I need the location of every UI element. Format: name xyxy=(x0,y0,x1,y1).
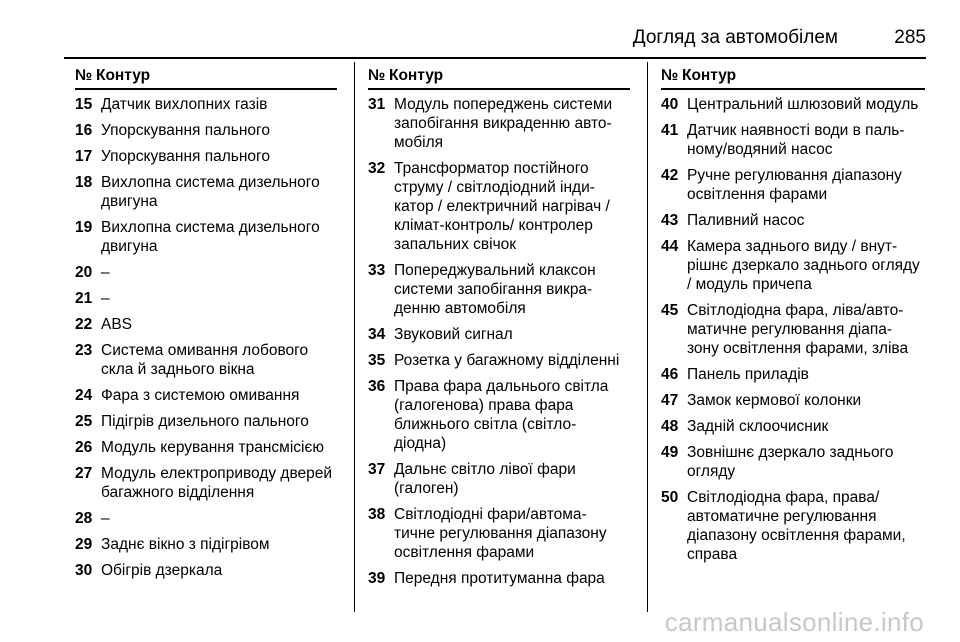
header-circuit-label: Контур xyxy=(96,67,151,84)
table-row xyxy=(75,147,337,166)
circuit-description: Датчик наявності води в паль- ному/водяний насос xyxy=(687,122,905,158)
circuit-description: Замок кермової колонки xyxy=(687,392,862,409)
table-row xyxy=(661,391,925,410)
table-row xyxy=(75,438,337,457)
table-row xyxy=(661,121,925,159)
header-number-label: № xyxy=(661,67,679,84)
table-row xyxy=(661,95,925,114)
table-row xyxy=(368,325,630,344)
page-title: Догляд за автомобілем xyxy=(632,27,838,48)
circuit-description: Паливний насос xyxy=(687,212,805,229)
circuit-description: Панель приладів xyxy=(687,366,809,383)
table-row xyxy=(368,159,630,254)
circuit-description: – xyxy=(101,290,110,307)
circuit-description: Центральний шлюзовий модуль xyxy=(687,96,919,113)
fuse-number: 17 xyxy=(75,148,93,165)
header-circuit-label: Контур xyxy=(682,67,737,84)
fuse-number: 36 xyxy=(368,378,386,395)
fuse-table-column-3 xyxy=(661,62,925,564)
table-row xyxy=(661,211,925,230)
fuse-number: 24 xyxy=(75,387,93,404)
fuse-number: 33 xyxy=(368,262,386,279)
fuse-number: 16 xyxy=(75,122,93,139)
watermark: carmanualsonline.info xyxy=(664,607,924,637)
fuse-number: 28 xyxy=(75,510,93,527)
table-row xyxy=(368,460,630,498)
fuse-number: 26 xyxy=(75,439,93,456)
circuit-description: – xyxy=(101,264,110,281)
table-row xyxy=(75,464,337,502)
fuse-number: 44 xyxy=(661,238,679,255)
table-row xyxy=(75,173,337,211)
fuse-number: 32 xyxy=(368,160,386,177)
table-row xyxy=(75,535,337,554)
fuse-number: 31 xyxy=(368,96,386,113)
table-row xyxy=(661,443,925,481)
fuse-number: 23 xyxy=(75,342,93,359)
circuit-description: Обігрів дзеркала xyxy=(101,562,223,579)
circuit-description: Модуль керування трансмісією xyxy=(101,439,324,456)
circuit-description: Зовнішнє дзеркало заднього огляду xyxy=(687,444,894,480)
circuit-description: Система омивання лобового скла й заднього вікна xyxy=(101,342,309,378)
circuit-description: Передня протитуманна фара xyxy=(394,570,605,587)
table-row xyxy=(75,412,337,431)
column-divider xyxy=(647,62,648,612)
table-row xyxy=(661,488,925,564)
circuit-description: Дальнє світло лівої фари (галоген) xyxy=(394,461,576,497)
circuit-description: Розетка у багажному відділенні xyxy=(394,352,620,369)
table-row xyxy=(661,166,925,204)
circuit-description: ABS xyxy=(101,316,133,333)
table-row xyxy=(75,95,337,114)
table-row xyxy=(661,417,925,436)
table-header xyxy=(368,62,630,90)
circuit-description: Трансформатор постійного струму / світлодіодний інди- катор / електричний нагрівач / клімат-контроль/ контролер запальних свічок xyxy=(394,160,610,253)
circuit-description: Світлодіодна фара, ліва/авто- матичне регулювання діапа- зону освітлення фарами, зліва xyxy=(687,302,909,357)
page-number: 285 xyxy=(894,27,926,48)
fuse-number: 27 xyxy=(75,465,93,482)
circuit-description: Вихлопна система дизельного двигуна xyxy=(101,174,320,210)
table-row xyxy=(368,261,630,318)
fuse-table-column-2 xyxy=(368,62,630,588)
table-row xyxy=(75,386,337,405)
fuse-number: 40 xyxy=(661,96,679,113)
circuit-description: Ручне регулювання діапазону освітлення фарами xyxy=(687,167,902,203)
table-row xyxy=(75,218,337,256)
fuse-number: 34 xyxy=(368,326,386,343)
table-row xyxy=(661,365,925,384)
circuit-description: Підігрів дизельного пального xyxy=(101,413,309,430)
circuit-description: Датчик вихлопних газів xyxy=(101,96,268,113)
table-row xyxy=(368,505,630,562)
fuse-number: 30 xyxy=(75,562,93,579)
page-header xyxy=(64,25,926,59)
table-row xyxy=(75,509,337,528)
fuse-number: 50 xyxy=(661,489,679,506)
circuit-description: Світлодіодні фари/автома- тичне регулювання діапазону освітлення фарами xyxy=(394,506,607,561)
column-divider xyxy=(354,62,355,612)
table-row xyxy=(75,121,337,140)
table-row xyxy=(75,289,337,308)
fuse-number: 49 xyxy=(661,444,679,461)
fuse-number: 25 xyxy=(75,413,93,430)
circuit-description: – xyxy=(101,510,110,527)
fuse-number: 38 xyxy=(368,506,386,523)
fuse-number: 46 xyxy=(661,366,679,383)
circuit-description: Заднє вікно з підігрівом xyxy=(101,536,270,553)
circuit-description: Вихлопна система дизельного двигуна xyxy=(101,219,320,255)
circuit-description: Права фара дальнього світла (галогенова) права фара ближнього світла (світло- діодна) xyxy=(394,378,609,452)
table-row xyxy=(75,561,337,580)
circuit-description: Упорскування пального xyxy=(101,148,270,165)
table-row xyxy=(368,95,630,152)
table-row xyxy=(75,315,337,334)
circuit-description: Задній склоочисник xyxy=(687,418,829,435)
table-header xyxy=(75,62,337,90)
fuse-number: 35 xyxy=(368,352,386,369)
table-row xyxy=(368,377,630,453)
table-header xyxy=(661,62,925,90)
fuse-number: 19 xyxy=(75,219,93,236)
fuse-number: 21 xyxy=(75,290,93,307)
fuse-table-column-1 xyxy=(75,62,337,580)
table-row xyxy=(75,341,337,379)
circuit-description: Камера заднього виду / внут- рішнє дзеркало заднього огляду / модуль причепа xyxy=(687,238,920,293)
circuit-description: Модуль попереджень системи запобігання викраденню авто- мобіля xyxy=(394,96,613,151)
table-row xyxy=(368,569,630,588)
table-row xyxy=(661,301,925,358)
fuse-number: 15 xyxy=(75,96,93,113)
fuse-number: 47 xyxy=(661,392,679,409)
fuse-number: 43 xyxy=(661,212,679,229)
fuse-number: 45 xyxy=(661,302,679,319)
circuit-description: Фара з системою омивання xyxy=(101,387,300,404)
circuit-description: Модуль електроприводу дверей багажного відділення xyxy=(101,465,333,501)
fuse-number: 37 xyxy=(368,461,386,478)
fuse-number: 39 xyxy=(368,570,386,587)
fuse-number: 18 xyxy=(75,174,93,191)
circuit-description: Світлодіодна фара, права/ автоматичне регулювання діапазону освітлення фарами, справа xyxy=(687,489,906,563)
fuse-number: 42 xyxy=(661,167,679,184)
circuit-description: Попереджувальний клаксон системи запобігання викра- денню автомобіля xyxy=(394,262,596,317)
circuit-description: Упорскування пального xyxy=(101,122,270,139)
fuse-number: 48 xyxy=(661,418,679,435)
fuse-number: 22 xyxy=(75,316,93,333)
fuse-number: 41 xyxy=(661,122,679,139)
circuit-description: Звуковий сигнал xyxy=(394,326,513,343)
table-row xyxy=(661,237,925,294)
fuse-number: 20 xyxy=(75,264,93,281)
header-circuit-label: Контур xyxy=(389,67,444,84)
header-number-label: № xyxy=(75,67,93,84)
fuse-number: 29 xyxy=(75,536,93,553)
table-row xyxy=(75,263,337,282)
table-row xyxy=(368,351,630,370)
header-number-label: № xyxy=(368,67,386,84)
